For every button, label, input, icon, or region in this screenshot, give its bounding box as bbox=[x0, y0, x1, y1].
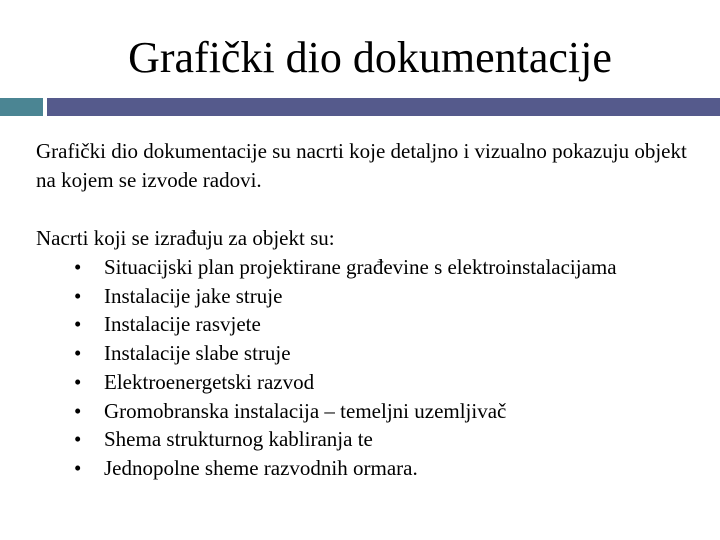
bullet-icon: • bbox=[74, 312, 82, 337]
title-rule-cap bbox=[712, 98, 720, 116]
bullet-icon: • bbox=[74, 341, 82, 366]
list-item-text: Gromobranska instalacija – temeljni uzemljivač bbox=[104, 398, 507, 423]
list-item bbox=[36, 454, 706, 483]
list-heading: Nacrti koji se izrađuju za objekt su: bbox=[36, 226, 335, 250]
drawing-list bbox=[36, 253, 706, 483]
list-item-text: Situacijski plan projektirane građevine s elektroinstalacijama bbox=[104, 255, 617, 279]
list-item-text: Instalacije rasvjete bbox=[104, 312, 261, 337]
bullet-icon: • bbox=[74, 255, 82, 279]
list-item bbox=[36, 282, 706, 311]
list-item bbox=[36, 397, 706, 426]
title-rule-bar bbox=[47, 98, 712, 116]
list-item-text: Instalacije slabe struje bbox=[104, 341, 291, 366]
bullet-icon: • bbox=[74, 283, 82, 308]
bullet-icon: • bbox=[74, 455, 82, 480]
list-item-text: Shema strukturnog kabliranja te bbox=[104, 427, 373, 452]
list-item bbox=[36, 253, 706, 282]
list-item-text: Jednopolne sheme razvodnih ormara. bbox=[104, 455, 418, 480]
list-item-text: Instalacije jake struje bbox=[104, 283, 283, 308]
list-item-text: Elektroenergetski razvod bbox=[104, 369, 315, 394]
list-item bbox=[36, 310, 706, 339]
title-rule-accent bbox=[0, 98, 43, 116]
bullet-icon: • bbox=[74, 369, 82, 394]
bullet-icon: • bbox=[74, 398, 82, 423]
slide-body bbox=[36, 137, 706, 483]
list-item bbox=[36, 368, 706, 397]
intro-paragraph: Grafički dio dokumentacije su nacrti koje detaljno i vizualno pokazuju objekt na kojem se izvode radovi. bbox=[36, 139, 687, 192]
list-item bbox=[36, 339, 706, 368]
list-item bbox=[36, 425, 706, 454]
slide-title: Grafički dio dokumentacije bbox=[128, 33, 612, 82]
bullet-icon: • bbox=[74, 427, 82, 452]
